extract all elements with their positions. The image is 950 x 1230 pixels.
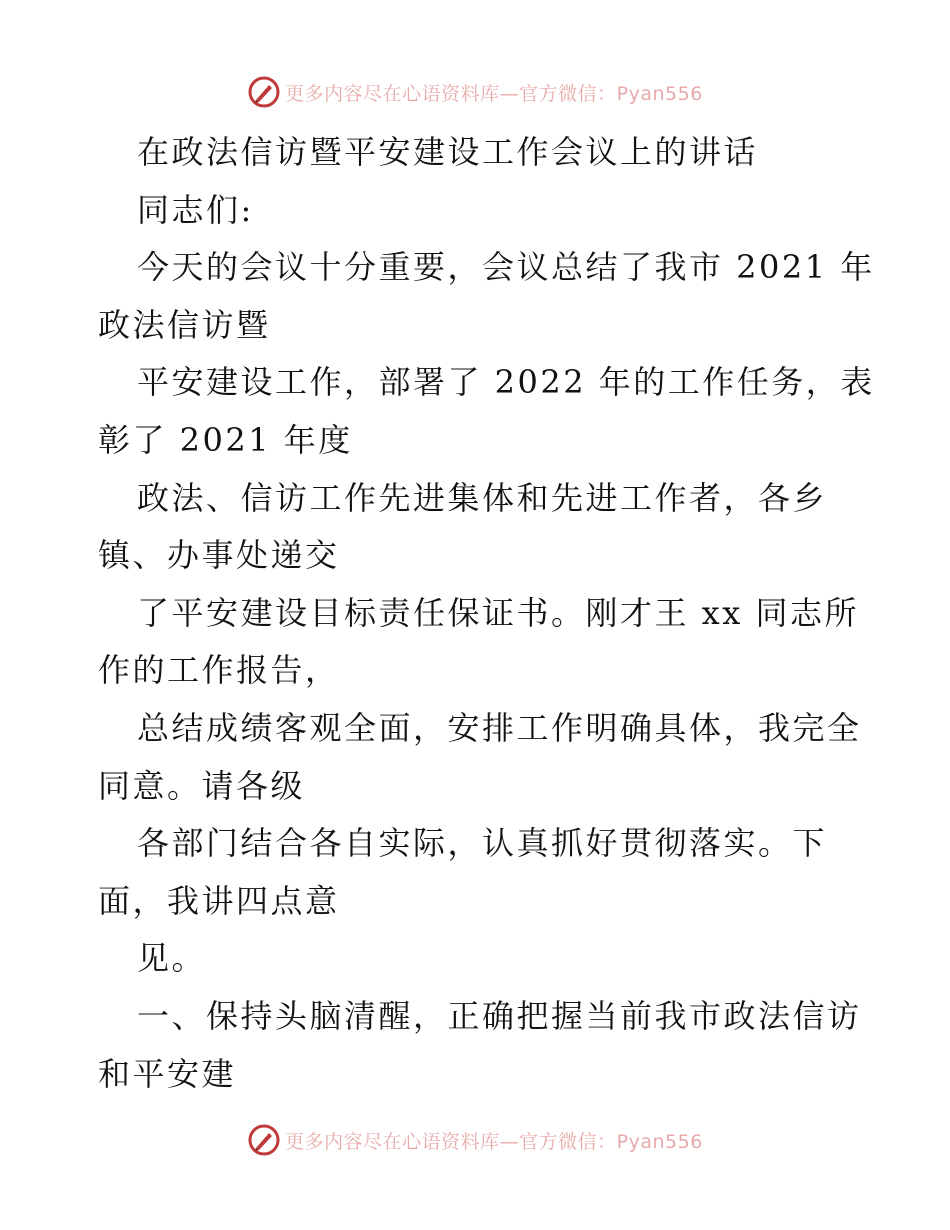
text-line: 政法信访暨 bbox=[98, 305, 271, 344]
pen-logo-icon bbox=[247, 1123, 281, 1157]
text-line: 同志们: bbox=[137, 190, 254, 229]
text-line: 见。 bbox=[137, 939, 207, 978]
watermark-footer bbox=[0, 1122, 950, 1158]
text-line: 各部门结合各自实际，认真抓好贯彻落实。下 bbox=[137, 824, 828, 863]
document-body bbox=[98, 124, 875, 1103]
text-line: 一、保持头脑清醒，正确把握当前我市政法信访 bbox=[137, 996, 862, 1035]
watermark-header bbox=[0, 74, 950, 110]
text-line: 镇、办事处递交 bbox=[98, 536, 340, 575]
pen-logo-icon bbox=[247, 75, 281, 109]
watermark-text: 更多内容尽在心语资料库—官方微信：Pyan556 bbox=[285, 1130, 703, 1153]
text-line: 作的工作报告， bbox=[98, 651, 340, 690]
text-line: 总结成绩客观全面，安排工作明确具体，我完全 bbox=[137, 708, 862, 747]
text-line: 平安建设工作，部署了 2022 年的工作任务，表 bbox=[137, 363, 875, 402]
text-line: 和平安建 bbox=[98, 1054, 237, 1093]
text-line: 了平安建设目标责任保证书。刚才王 xx 同志所 bbox=[137, 593, 859, 632]
text-line: 同意。请各级 bbox=[98, 766, 306, 805]
text-line: 今天的会议十分重要，会议总结了我市 2021 年 bbox=[137, 248, 875, 287]
text-line: 彰了 2021 年度 bbox=[98, 420, 353, 459]
watermark-text: 更多内容尽在心语资料库—官方微信：Pyan556 bbox=[285, 82, 703, 105]
text-line: 在政法信访暨平安建设工作会议上的讲话 bbox=[137, 133, 759, 171]
text-line: 面，我讲四点意 bbox=[98, 881, 340, 920]
text-line: 政法、信访工作先进集体和先进工作者，各乡 bbox=[137, 478, 828, 517]
